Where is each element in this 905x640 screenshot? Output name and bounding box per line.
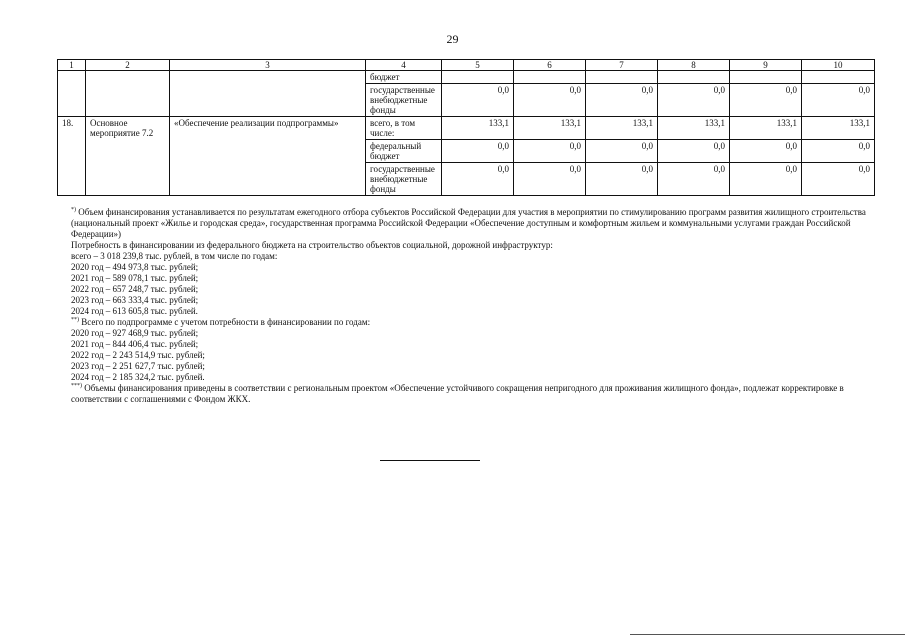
- value-cell: 133,1: [586, 117, 658, 140]
- value-cell: 0,0: [730, 140, 802, 163]
- footnote-3: [71, 383, 874, 405]
- footnote-mark: **): [71, 317, 79, 323]
- value-cell: [586, 71, 658, 84]
- measure-name-cell: Основное мероприятие 7.2: [86, 117, 170, 196]
- value-cell: [442, 71, 514, 84]
- scan-edge-line: [630, 634, 905, 635]
- column-header: 8: [658, 60, 730, 71]
- financing-table: [57, 59, 875, 196]
- table-row: [58, 71, 875, 84]
- row-number-cell: 18.: [58, 117, 86, 196]
- value-cell: 133,1: [514, 117, 586, 140]
- need-intro: Потребность в финансировании из федерального бюджета на строительство объектов социальной, дорожной инфраструктур:: [71, 240, 553, 250]
- separator-line: [380, 460, 480, 461]
- measure-name-cell: [86, 71, 170, 117]
- value-cell: 0,0: [802, 84, 875, 117]
- column-header: 6: [514, 60, 586, 71]
- footnote-2: [71, 317, 874, 328]
- column-header: 2: [86, 60, 170, 71]
- need-year-line: 2023 год – 663 333,4 тыс. рублей;: [71, 295, 199, 305]
- column-header: 4: [366, 60, 442, 71]
- value-cell: 0,0: [586, 163, 658, 196]
- need-year-line: 2024 год – 613 605,8 тыс. рублей.: [71, 306, 198, 316]
- value-cell: 133,1: [730, 117, 802, 140]
- footnote-text: Объем финансирования устанавливается по результатам ежегодного отбора субъектов Российской Федерации для участия в мероприятии по стимулированию программ развития жилищного строительства (национальный проект «Жилье и городская среда», государственная программа Российской Федерации «Обеспечение доступным и комфортным жильем и коммунальными услугами граждан Российской Федерации»): [71, 207, 866, 239]
- column-header: 10: [802, 60, 875, 71]
- footnote-text: Всего по подпрограмме с учетом потребности в финансировании по годам:: [79, 317, 371, 327]
- value-cell: 0,0: [658, 84, 730, 117]
- value-cell: 133,1: [802, 117, 875, 140]
- column-header: 5: [442, 60, 514, 71]
- row-number-cell: [58, 71, 86, 117]
- value-cell: [802, 71, 875, 84]
- value-cell: 0,0: [442, 140, 514, 163]
- value-cell: 0,0: [658, 163, 730, 196]
- value-cell: 0,0: [442, 163, 514, 196]
- page-number: 29: [446, 32, 459, 46]
- table-header-row: [58, 60, 875, 71]
- total-year-line: 2024 год – 2 185 324,2 тыс. рублей.: [71, 372, 205, 382]
- value-cell: 0,0: [586, 84, 658, 117]
- value-cell: 0,0: [586, 140, 658, 163]
- table-row: [58, 117, 875, 140]
- footnote-mark: ***): [71, 383, 82, 389]
- total-year-line: 2023 год – 2 251 627,7 тыс. рублей;: [71, 361, 205, 371]
- footnote-mark: *): [71, 207, 76, 213]
- column-header: 9: [730, 60, 802, 71]
- value-cell: 0,0: [658, 140, 730, 163]
- column-header: 7: [586, 60, 658, 71]
- measure-title-cell: [170, 71, 366, 117]
- value-cell: 0,0: [802, 163, 875, 196]
- value-cell: 0,0: [802, 140, 875, 163]
- value-cell: 0,0: [514, 163, 586, 196]
- source-label: государственные внебюджетные фонды: [366, 84, 442, 117]
- column-header: 3: [170, 60, 366, 71]
- value-cell: 0,0: [730, 84, 802, 117]
- source-label: бюджет: [366, 71, 442, 84]
- footnotes: [71, 207, 874, 405]
- measure-title-cell: «Обеспечение реализации подпрограммы»: [170, 117, 366, 196]
- value-cell: [658, 71, 730, 84]
- source-label: федеральный бюджет: [366, 140, 442, 163]
- total-year-line: 2021 год – 844 406,4 тыс. рублей;: [71, 339, 199, 349]
- source-label: всего, в том числе:: [366, 117, 442, 140]
- need-total: всего – 3 018 239,8 тыс. рублей, в том числе по годам:: [71, 251, 278, 261]
- value-cell: 0,0: [514, 140, 586, 163]
- value-cell: 0,0: [514, 84, 586, 117]
- value-cell: 133,1: [442, 117, 514, 140]
- value-cell: 0,0: [730, 163, 802, 196]
- column-header: 1: [58, 60, 86, 71]
- source-label: государственные внебюджетные фонды: [366, 163, 442, 196]
- footnote-text: Объемы финансирования приведены в соответствии с региональным проектом «Обеспечение устойчивого сокращения непригодного для проживания жилищного фонда», подлежат корректировке в соответствии с соглашениями с Фондом ЖКХ.: [71, 383, 844, 404]
- value-cell: 0,0: [442, 84, 514, 117]
- need-year-line: 2021 год – 589 078,1 тыс. рублей;: [71, 273, 199, 283]
- footnote-1: [71, 207, 874, 240]
- need-year-line: 2020 год – 494 973,8 тыс. рублей;: [71, 262, 199, 272]
- value-cell: [514, 71, 586, 84]
- total-year-line: 2020 год – 927 468,9 тыс. рублей;: [71, 328, 199, 338]
- value-cell: [730, 71, 802, 84]
- need-year-line: 2022 год – 657 248,7 тыс. рублей;: [71, 284, 199, 294]
- total-year-line: 2022 год – 2 243 514,9 тыс. рублей;: [71, 350, 205, 360]
- value-cell: 133,1: [658, 117, 730, 140]
